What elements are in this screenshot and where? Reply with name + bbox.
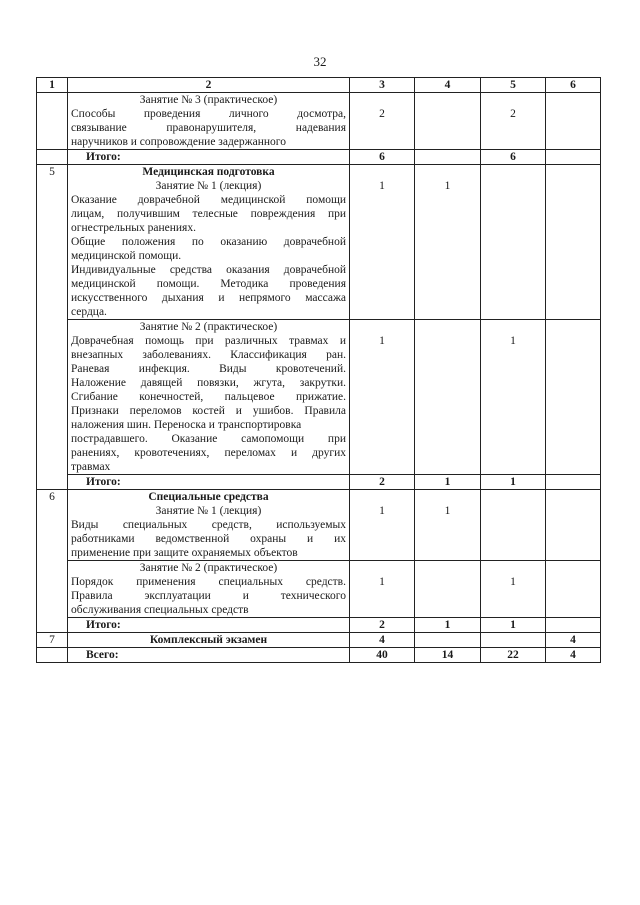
subtotal-col-6 [546, 475, 601, 490]
lesson-title: Занятие № 2 (практическое) [139, 321, 278, 333]
hours-total-cell: 2 [350, 93, 415, 150]
subtotal-col-4: 1 [415, 475, 481, 490]
subtotal-col-5: 6 [481, 150, 546, 165]
subtotal-col-3: 6 [350, 150, 415, 165]
section-title: Медицинская подготовка [142, 166, 275, 178]
hours-practice-cell: 1 [481, 320, 546, 475]
table-row [37, 93, 601, 150]
grand-total-label: Всего: [68, 648, 350, 663]
lesson-text-line: наложения шин. Переноска и транспортировка [71, 419, 302, 431]
table-row [37, 490, 601, 561]
hours-practice-cell [481, 633, 546, 648]
lesson-text-line: наручников и сопровождение задержанного [71, 136, 286, 148]
section-number: 6 [37, 490, 68, 633]
lesson-text-line: Наложение давящей повязки, жгута, закрутки. [71, 377, 346, 389]
table-row [37, 633, 601, 648]
lesson-text-line: внезапных заболеваниях. Классификация ран. [71, 349, 346, 361]
hours-total-cell: 1 [350, 490, 415, 561]
lesson-text-line: пострадавшего. Оказание самопомощи при [71, 433, 346, 445]
lesson-text-line: Оказание доврачебной медицинской помощи [71, 194, 346, 206]
hours-exam-cell [546, 93, 601, 150]
subtotal-col-6 [546, 150, 601, 165]
hours-practice-cell [481, 490, 546, 561]
subtotal-col-5: 1 [481, 475, 546, 490]
hours-exam-cell [546, 165, 601, 320]
hours-lecture-cell [415, 633, 481, 648]
table-row [37, 165, 601, 320]
section-number-cell [37, 93, 68, 150]
lesson-title: Занятие № 1 (лекция) [155, 180, 262, 192]
header-col-5: 5 [481, 78, 546, 93]
header-col-1: 1 [37, 78, 68, 93]
lesson-text-line: сердца. [71, 306, 107, 318]
lesson-cell [68, 93, 350, 150]
lesson-text-line: Правила эксплуатации и технического [71, 590, 346, 602]
grand-total-col-4: 14 [415, 648, 481, 663]
lesson-text-line: травмах [71, 461, 111, 473]
section-title: Специальные средства [148, 491, 269, 503]
grand-total-row [37, 648, 601, 663]
hours-exam-cell: 4 [546, 633, 601, 648]
grand-total-col-6: 4 [546, 648, 601, 663]
lesson-text-line: Общие положения по оказанию доврачебной [71, 236, 346, 248]
lesson-text-line: Сгибание конечностей, пальцевое прижатие. [71, 391, 346, 403]
lesson-text-line: лицам, получившим телесные повреждения при [71, 208, 346, 220]
lesson-text-line: огнестрельных ранениях. [71, 222, 196, 234]
header-col-3: 3 [350, 78, 415, 93]
header-row [37, 78, 601, 93]
subtotal-col-5: 1 [481, 618, 546, 633]
lesson-title: Занятие № 1 (лекция) [155, 505, 262, 517]
curriculum-table [36, 77, 601, 663]
lesson-cell [68, 561, 350, 618]
header-col-6: 6 [546, 78, 601, 93]
grand-total-col-3: 40 [350, 648, 415, 663]
lesson-cell [68, 490, 350, 561]
lesson-text-line: работниками ведомственной охраны и их [71, 533, 346, 545]
lesson-text-line: Раневая инфекция. Виды кровотечений. [71, 363, 346, 375]
lesson-text-line: медицинской помощи. [71, 250, 182, 262]
header-col-4: 4 [415, 78, 481, 93]
table-row [37, 561, 601, 618]
subtotal-row [37, 150, 601, 165]
subtotal-row [37, 475, 601, 490]
lesson-text-line: Индивидуальные средства оказания доврачебной [71, 264, 346, 276]
lesson-text-line: Порядок применения специальных средств. [71, 576, 346, 588]
hours-lecture-cell [415, 320, 481, 475]
subtotal-row [37, 618, 601, 633]
hours-lecture-cell: 1 [415, 165, 481, 320]
hours-exam-cell [546, 320, 601, 475]
lesson-text-line: Признаки переломов костей и ушибов. Правила [71, 405, 346, 417]
hours-lecture-cell: 1 [415, 490, 481, 561]
lesson-cell [68, 320, 350, 475]
subtotal-col-3: 2 [350, 475, 415, 490]
hours-practice-cell: 2 [481, 93, 546, 150]
section-number: 7 [37, 633, 68, 648]
subtotal-col-4: 1 [415, 618, 481, 633]
subtotal-label: Итого: [68, 150, 350, 165]
header-col-2: 2 [68, 78, 350, 93]
section-title: Комплексный экзамен [68, 633, 350, 648]
lesson-text-line: Доврачебная помощь при различных травмах и [71, 335, 346, 347]
hours-total-cell: 1 [350, 561, 415, 618]
lesson-title: Занятие № 2 (практическое) [139, 562, 278, 574]
lesson-text-line: Способы проведения личного досмотра, [71, 108, 346, 120]
lesson-text-line: ранениях, кровотечениях, переломах и других [71, 447, 346, 459]
hours-lecture-cell [415, 93, 481, 150]
subtotal-col-3: 2 [350, 618, 415, 633]
hours-total-cell: 4 [350, 633, 415, 648]
hours-exam-cell [546, 490, 601, 561]
hours-practice-cell [481, 165, 546, 320]
lesson-text-line: медицинской помощи. Методика проведения [71, 278, 346, 290]
lesson-text-line: искусственного дыхания и непрямого массажа [71, 292, 346, 304]
subtotal-col-4 [415, 150, 481, 165]
hours-lecture-cell [415, 561, 481, 618]
page-number: 32 [313, 54, 327, 69]
subtotal-label: Итого: [68, 618, 350, 633]
lesson-text-line: применение при защите охраняемых объектов [71, 547, 298, 559]
hours-practice-cell: 1 [481, 561, 546, 618]
lesson-text-line: Виды специальных средств, используемых [71, 519, 346, 531]
grand-total-col-5: 22 [481, 648, 546, 663]
hours-total-cell: 1 [350, 320, 415, 475]
subtotal-label: Итого: [68, 475, 350, 490]
hours-exam-cell [546, 561, 601, 618]
section-number: 5 [37, 165, 68, 490]
subtotal-col-6 [546, 618, 601, 633]
lesson-text-line: обслуживания специальных средств [71, 604, 249, 616]
lesson-text-line: связывание правонарушителя, надевания [71, 122, 346, 134]
table-row [37, 320, 601, 475]
hours-total-cell: 1 [350, 165, 415, 320]
lesson-cell [68, 165, 350, 320]
lesson-title: Занятие № 3 (практическое) [139, 94, 278, 106]
